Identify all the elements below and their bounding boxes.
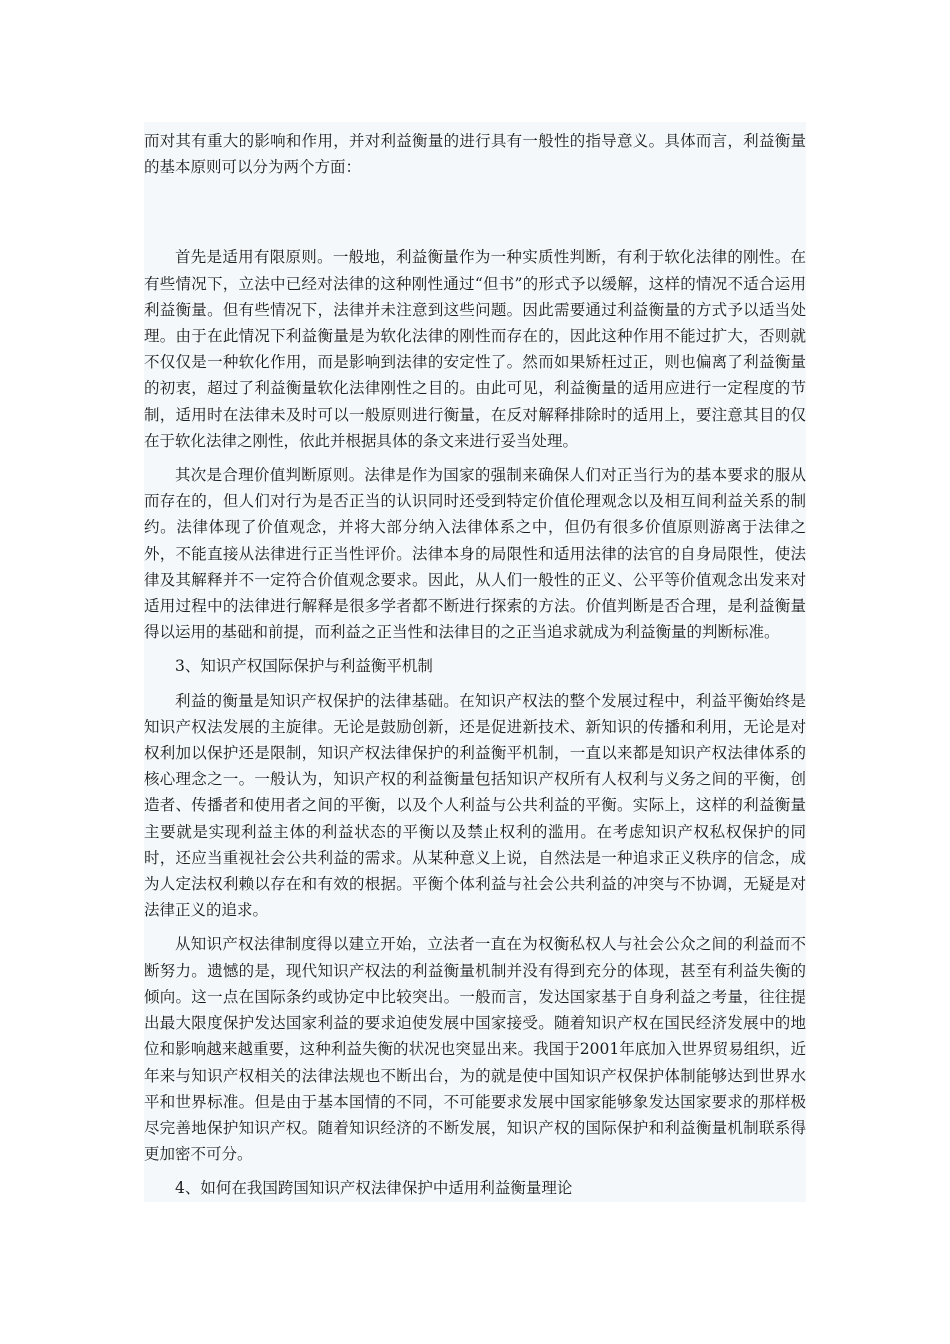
document-body (144, 122, 806, 1202)
paragraph-reasonable-value-judgment: 其次是合理价值判断原则。法律是作为国家的强制来确保人们对正当行为的基本要求的服从而存在的，但人们对行为是否正当的认识同时还受到特定价值伦理观念以及相互间利益关系的制约。法律体现了价值观念，并将大部分纳入法律体系之中，但仍有很多价值原则游离于法律之外，不能直接从法律进行正当性评价。法律本身的局限性和适用法律的法官的自身局限性，使法律及其解释并不一定符合价值观念要求。因此，从人们一般性的正义、公平等价值观念出发来对适用过程中的法律进行解释是很多学者都不断进行探索的方法。价值判断是否合理，是利益衡量得以运用的基础和前提，而利益之正当性和法律目的之正当追求就成为利益衡量的判断标准。 (144, 466, 806, 642)
paragraph-limited-application-principle: 首先是适用有限原则。一般地，利益衡量作为一种实质性判断，有利于软化法律的刚性。在有些情况下，立法中已经对法律的这种刚性通过“但书”的形式予以缓解，这样的情况不适合运用利益衡量。但有些情况下，法律并未注意到这些问题。因此需要通过利益衡量的方式予以适当处理。由于在此情况下利益衡量是为软化法律的刚性而存在的，因此这种作用不能过扩大，否则就不仅仅是一种软化作用，而是影响到法律的安定性了。然而如果矫枉过正，则也偏离了利益衡量的初衷，超过了利益衡量软化法律刚性之目的。由此可见，利益衡量的适用应进行一定程度的节制，适用时在法律未及时可以一般原则进行衡量，在反对解释排除时的适用上，要注意其目的仅在于软化法律之刚性，依此并根据具体的条文来进行妥当处理。 (144, 248, 806, 450)
paragraph-interest-balance-basis: 利益的衡量是知识产权保护的法律基础。在知识产权法的整个发展过程中，利益平衡始终是知识产权法发展的主旋律。无论是鼓励创新，还是促进新技术、新知识的传播和利用，无论是对权利加以保护还是限制，知识产权法律保护的利益衡平机制，一直以来都是知识产权法律体系的核心理念之一。一般认为，知识产权的利益衡量包括知识产权所有人权利与义务之间的平衡，创造者、传播者和使用者之间的平衡，以及个人利益与公共利益的平衡。实际上，这样的利益衡量主要就是实现利益主体的利益状态的平衡以及禁止权利的滥用。在考虑知识产权私权保护的同时，还应当重视社会公共利益的需求。从某种意义上说，自然法是一种追求正义秩序的信念，成为人定法权利赖以存在和有效的根据。平衡个体利益与社会公共利益的冲突与不协调，无疑是对法律正义的追求。 (144, 691, 806, 920)
paragraph-legislative-efforts: 从知识产权法律制度得以建立开始，立法者一直在为权衡私权人与社会公众之间的利益而不断努力。遗憾的是，现代知识产权法的利益衡量机制并没有得到充分的体现，甚至有利益失衡的倾向。这一点在国际条约或协定中比较突出。一般而言，发达国家基于自身利益之考量，往往提出最大限度保护发达国家利益的要求迫使发展中国家接受。随着知识产权在国民经济发展中的地位和影响越来越重要，这种利益失衡的状况也突显出来。我国于2001年底加入世界贸易组织，近年来与知识产权相关的法律法规也不断出台，为的就是使中国知识产权保护体制能够达到世界水平和世界标准。但是由于基本国情的不同，不可能要求发展中国家能够象发达国家要求的那样极尽完善地保护知识产权。随着知识经济的不断发展，知识产权的国际保护和利益衡量机制联系得更加密不可分。 (144, 935, 806, 1164)
paragraph-intro: 而对其有重大的影响和作用，并对利益衡量的进行具有一般性的指导意义。具体而言，利益衡量的基本原则可以分为两个方面： (144, 132, 806, 177)
section-heading-3: 3、知识产权国际保护与利益衡平机制 (175, 657, 433, 676)
section-heading-4: 4、如何在我国跨国知识产权法律保护中适用利益衡量理论 (175, 1179, 573, 1198)
blank-spacer (144, 180, 806, 244)
